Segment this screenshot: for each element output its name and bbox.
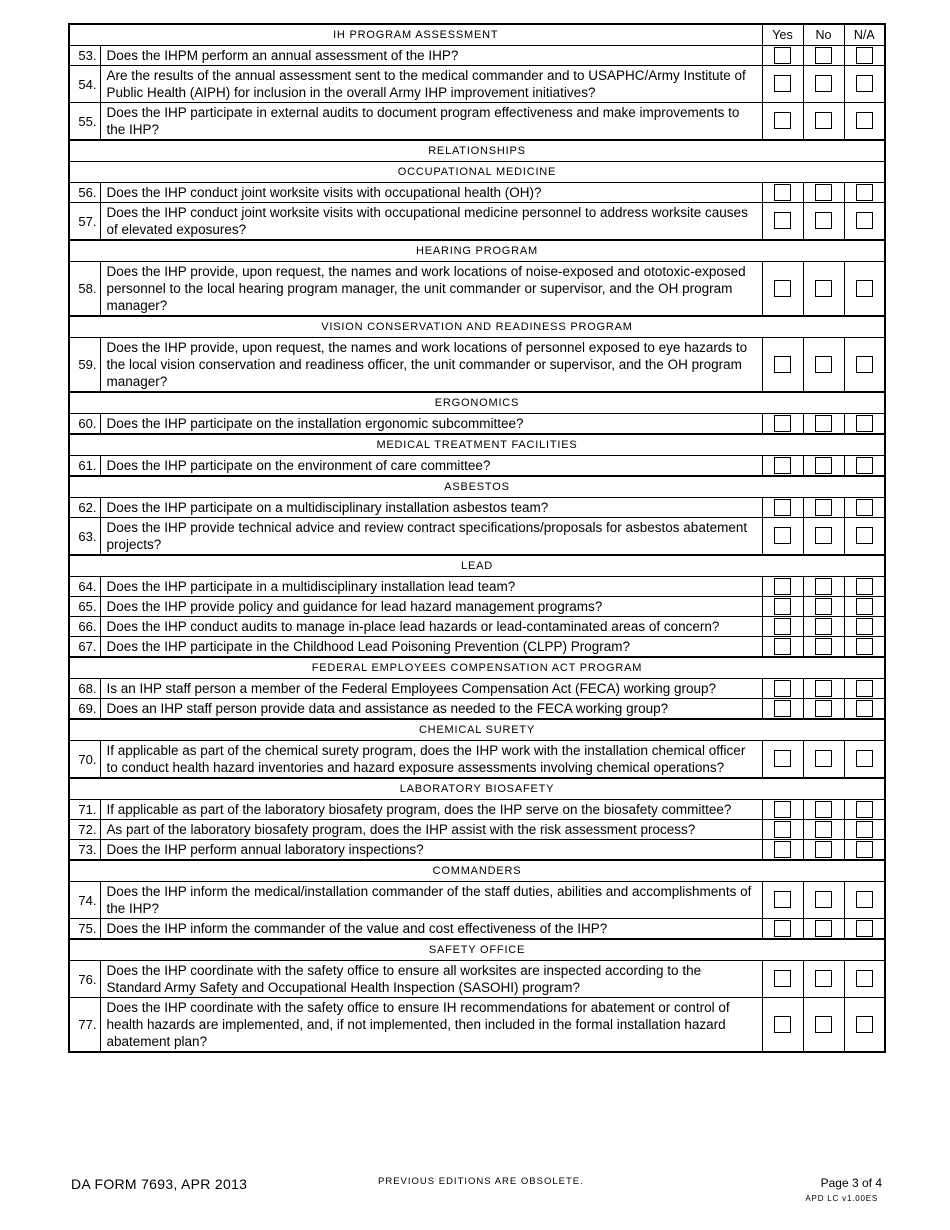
na-cell bbox=[844, 456, 885, 477]
section-header-row bbox=[69, 778, 885, 800]
question-row bbox=[69, 66, 885, 103]
no-checkbox[interactable] bbox=[815, 750, 832, 767]
na-checkbox[interactable] bbox=[856, 47, 873, 64]
question-row bbox=[69, 617, 885, 637]
no-cell bbox=[803, 414, 844, 435]
no-checkbox[interactable] bbox=[815, 47, 832, 64]
yes-cell bbox=[762, 961, 803, 998]
question-text: Does the IHP provide technical advice and review contract specifications/proposals for asbestos abatement projects? bbox=[100, 518, 762, 556]
no-checkbox[interactable] bbox=[815, 920, 832, 937]
yes-cell bbox=[762, 498, 803, 518]
yes-checkbox[interactable] bbox=[774, 598, 791, 615]
question-row bbox=[69, 262, 885, 317]
question-number: 60. bbox=[69, 414, 100, 435]
yes-checkbox[interactable] bbox=[774, 212, 791, 229]
question-text: Does the IHP perform annual laboratory inspections? bbox=[100, 840, 762, 861]
question-text: Does the IHP conduct joint worksite visits with occupational medicine personnel to address worksite causes of elevated exposures? bbox=[100, 203, 762, 241]
yes-checkbox[interactable] bbox=[774, 801, 791, 818]
na-cell bbox=[844, 103, 885, 141]
no-cell bbox=[803, 66, 844, 103]
no-cell bbox=[803, 820, 844, 840]
question-text: Does the IHP coordinate with the safety office to ensure all worksites are inspected according to the Standard Army Safety and Occupational Health Inspection (SASOHI) program? bbox=[100, 961, 762, 998]
question-row bbox=[69, 103, 885, 141]
question-row bbox=[69, 820, 885, 840]
na-checkbox[interactable] bbox=[856, 415, 873, 432]
yes-cell bbox=[762, 840, 803, 861]
question-text: Does an IHP staff person provide data and assistance as needed to the FECA working group? bbox=[100, 699, 762, 720]
no-checkbox[interactable] bbox=[815, 457, 832, 474]
section-title-commanders: COMMANDERS bbox=[69, 860, 885, 882]
question-number: 76. bbox=[69, 961, 100, 998]
yes-cell bbox=[762, 617, 803, 637]
section-title-safety-office: SAFETY OFFICE bbox=[69, 939, 885, 961]
yes-checkbox[interactable] bbox=[774, 75, 791, 92]
question-number: 77. bbox=[69, 998, 100, 1053]
question-number: 72. bbox=[69, 820, 100, 840]
section-header-row bbox=[69, 476, 885, 498]
yes-cell bbox=[762, 800, 803, 820]
no-checkbox[interactable] bbox=[815, 841, 832, 858]
section-title-vision-conservation-and-readiness-program: VISION CONSERVATION AND READINESS PROGRAM bbox=[69, 316, 885, 338]
section-header-row bbox=[69, 240, 885, 262]
na-checkbox[interactable] bbox=[856, 527, 873, 544]
no-checkbox[interactable] bbox=[815, 356, 832, 373]
na-cell bbox=[844, 262, 885, 317]
question-row bbox=[69, 46, 885, 66]
question-number: 73. bbox=[69, 840, 100, 861]
na-checkbox[interactable] bbox=[856, 499, 873, 516]
question-text: If applicable as part of the chemical surety program, does the IHP work with the installation chemical officer to conduct health hazard inventories and hazard exposure assessments involving chemical operations? bbox=[100, 741, 762, 779]
yes-cell bbox=[762, 679, 803, 699]
no-checkbox[interactable] bbox=[815, 280, 832, 297]
question-text: As part of the laboratory biosafety program, does the IHP assist with the risk assessment process? bbox=[100, 820, 762, 840]
question-text: Does the IHP inform the medical/installation commander of the staff duties, abilities and accomplishments of the IHP? bbox=[100, 882, 762, 919]
column-header-no: No bbox=[803, 24, 844, 46]
section-title-asbestos: ASBESTOS bbox=[69, 476, 885, 498]
question-number: 64. bbox=[69, 577, 100, 597]
yes-cell bbox=[762, 203, 803, 241]
yes-checkbox[interactable] bbox=[774, 618, 791, 635]
section-title-medical-treatment-facilities: MEDICAL TREATMENT FACILITIES bbox=[69, 434, 885, 456]
no-checkbox[interactable] bbox=[815, 1016, 832, 1033]
na-checkbox[interactable] bbox=[856, 75, 873, 92]
na-checkbox[interactable] bbox=[856, 184, 873, 201]
section-header-row bbox=[69, 434, 885, 456]
question-number: 61. bbox=[69, 456, 100, 477]
na-checkbox[interactable] bbox=[856, 212, 873, 229]
yes-cell bbox=[762, 882, 803, 919]
section-title-ergonomics: ERGONOMICS bbox=[69, 392, 885, 414]
section-title-ih-program-assessment: IH PROGRAM ASSESSMENT bbox=[69, 24, 762, 46]
no-cell bbox=[803, 203, 844, 241]
question-number: 56. bbox=[69, 183, 100, 203]
question-text: Does the IHP participate on the environment of care committee? bbox=[100, 456, 762, 477]
section-header-row bbox=[69, 860, 885, 882]
section-title-relationships: RELATIONSHIPS bbox=[69, 140, 885, 162]
yes-checkbox[interactable] bbox=[774, 112, 791, 129]
no-checkbox[interactable] bbox=[815, 680, 832, 697]
na-checkbox[interactable] bbox=[856, 112, 873, 129]
na-cell bbox=[844, 961, 885, 998]
question-row bbox=[69, 882, 885, 919]
no-checkbox[interactable] bbox=[815, 212, 832, 229]
no-cell bbox=[803, 262, 844, 317]
no-cell bbox=[803, 338, 844, 393]
form-footer bbox=[68, 1174, 886, 1214]
question-number: 53. bbox=[69, 46, 100, 66]
question-number: 75. bbox=[69, 919, 100, 940]
na-checkbox[interactable] bbox=[856, 841, 873, 858]
section-title-laboratory-biosafety: LABORATORY BIOSAFETY bbox=[69, 778, 885, 800]
na-cell bbox=[844, 882, 885, 919]
yes-cell bbox=[762, 456, 803, 477]
question-row bbox=[69, 338, 885, 393]
no-checkbox[interactable] bbox=[815, 891, 832, 908]
no-checkbox[interactable] bbox=[815, 801, 832, 818]
na-checkbox[interactable] bbox=[856, 801, 873, 818]
no-checkbox[interactable] bbox=[815, 415, 832, 432]
no-checkbox[interactable] bbox=[815, 821, 832, 838]
no-checkbox[interactable] bbox=[815, 700, 832, 717]
na-cell bbox=[844, 577, 885, 597]
section-header-row bbox=[69, 392, 885, 414]
na-cell bbox=[844, 699, 885, 720]
no-checkbox[interactable] bbox=[815, 184, 832, 201]
yes-checkbox[interactable] bbox=[774, 184, 791, 201]
column-header-yes: Yes bbox=[762, 24, 803, 46]
no-cell bbox=[803, 456, 844, 477]
no-checkbox[interactable] bbox=[815, 527, 832, 544]
yes-checkbox[interactable] bbox=[774, 680, 791, 697]
no-checkbox[interactable] bbox=[815, 638, 832, 655]
na-cell bbox=[844, 820, 885, 840]
yes-cell bbox=[762, 46, 803, 66]
question-row bbox=[69, 597, 885, 617]
na-checkbox[interactable] bbox=[856, 457, 873, 474]
question-number: 65. bbox=[69, 597, 100, 617]
section-header-row bbox=[69, 657, 885, 679]
no-checkbox[interactable] bbox=[815, 75, 832, 92]
no-checkbox[interactable] bbox=[815, 112, 832, 129]
yes-cell bbox=[762, 414, 803, 435]
question-row bbox=[69, 998, 885, 1053]
no-cell bbox=[803, 498, 844, 518]
na-checkbox[interactable] bbox=[856, 821, 873, 838]
na-checkbox[interactable] bbox=[856, 598, 873, 615]
na-checkbox[interactable] bbox=[856, 578, 873, 595]
question-text: Does the IHP participate in the Childhood Lead Poisoning Prevention (CLPP) Program? bbox=[100, 637, 762, 658]
question-number: 68. bbox=[69, 679, 100, 699]
question-row bbox=[69, 637, 885, 658]
question-text: Does the IHP inform the commander of the value and cost effectiveness of the IHP? bbox=[100, 919, 762, 940]
no-cell bbox=[803, 183, 844, 203]
question-text: Does the IHP participate in external audits to document program effectiveness and make improvements to the IHP? bbox=[100, 103, 762, 141]
yes-checkbox[interactable] bbox=[774, 638, 791, 655]
yes-checkbox[interactable] bbox=[774, 280, 791, 297]
yes-checkbox[interactable] bbox=[774, 415, 791, 432]
question-row bbox=[69, 577, 885, 597]
yes-checkbox[interactable] bbox=[774, 841, 791, 858]
question-number: 57. bbox=[69, 203, 100, 241]
no-cell bbox=[803, 679, 844, 699]
question-text: Does the IHP conduct joint worksite visits with occupational health (OH)? bbox=[100, 183, 762, 203]
question-row bbox=[69, 498, 885, 518]
yes-checkbox[interactable] bbox=[774, 891, 791, 908]
yes-checkbox[interactable] bbox=[774, 970, 791, 987]
yes-checkbox[interactable] bbox=[774, 356, 791, 373]
no-cell bbox=[803, 699, 844, 720]
question-row bbox=[69, 518, 885, 556]
section-header-row bbox=[69, 162, 885, 183]
section-header-row bbox=[69, 719, 885, 741]
na-checkbox[interactable] bbox=[856, 920, 873, 937]
question-number: 69. bbox=[69, 699, 100, 720]
question-number: 62. bbox=[69, 498, 100, 518]
section-header-row bbox=[69, 316, 885, 338]
na-checkbox[interactable] bbox=[856, 891, 873, 908]
question-number: 58. bbox=[69, 262, 100, 317]
question-number: 55. bbox=[69, 103, 100, 141]
na-cell bbox=[844, 617, 885, 637]
yes-checkbox[interactable] bbox=[774, 578, 791, 595]
no-cell bbox=[803, 46, 844, 66]
yes-checkbox[interactable] bbox=[774, 47, 791, 64]
yes-checkbox[interactable] bbox=[774, 499, 791, 516]
question-row bbox=[69, 961, 885, 998]
no-checkbox[interactable] bbox=[815, 598, 832, 615]
column-header-na: N/A bbox=[844, 24, 885, 46]
yes-cell bbox=[762, 998, 803, 1053]
yes-checkbox[interactable] bbox=[774, 1016, 791, 1033]
na-cell bbox=[844, 679, 885, 699]
yes-cell bbox=[762, 103, 803, 141]
yes-cell bbox=[762, 338, 803, 393]
na-cell bbox=[844, 998, 885, 1053]
question-text: Does the IHP participate in a multidisciplinary installation lead team? bbox=[100, 577, 762, 597]
yes-checkbox[interactable] bbox=[774, 527, 791, 544]
yes-cell bbox=[762, 66, 803, 103]
assessment-checklist-table bbox=[68, 23, 886, 1053]
section-title-chemical-surety: CHEMICAL SURETY bbox=[69, 719, 885, 741]
version-label: APD LC v1.00ES bbox=[805, 1194, 878, 1203]
no-checkbox[interactable] bbox=[815, 618, 832, 635]
page-number: Page 3 of 4 bbox=[820, 1176, 882, 1190]
yes-checkbox[interactable] bbox=[774, 457, 791, 474]
no-cell bbox=[803, 103, 844, 141]
na-checkbox[interactable] bbox=[856, 280, 873, 297]
yes-cell bbox=[762, 820, 803, 840]
yes-checkbox[interactable] bbox=[774, 920, 791, 937]
no-cell bbox=[803, 961, 844, 998]
question-text: Does the IHP provide, upon request, the names and work locations of personnel exposed to eye hazards to the local vision conservation and readiness officer, the unit commander or supervisor, and the OH program manager? bbox=[100, 338, 762, 393]
na-checkbox[interactable] bbox=[856, 680, 873, 697]
question-text: Are the results of the annual assessment sent to the medical commander and to USAPHC/Army Institute of Public Health (AIPH) for inclusion in the overall Army IHP improvement initiatives? bbox=[100, 66, 762, 103]
question-number: 59. bbox=[69, 338, 100, 393]
question-text: Does the IHP coordinate with the safety office to ensure IH recommendations for abatement or control of health hazards are implemented, and, if not implemented, then included in the formal installation hazard abatement plan? bbox=[100, 998, 762, 1053]
question-number: 66. bbox=[69, 617, 100, 637]
section-title-occupational-medicine: OCCUPATIONAL MEDICINE bbox=[69, 162, 885, 183]
na-cell bbox=[844, 203, 885, 241]
na-checkbox[interactable] bbox=[856, 618, 873, 635]
section-title-federal-employees-compensation-act-program: FEDERAL EMPLOYEES COMPENSATION ACT PROGRAM bbox=[69, 657, 885, 679]
no-cell bbox=[803, 518, 844, 556]
na-checkbox[interactable] bbox=[856, 700, 873, 717]
na-cell bbox=[844, 46, 885, 66]
na-cell bbox=[844, 800, 885, 820]
yes-cell bbox=[762, 637, 803, 658]
na-checkbox[interactable] bbox=[856, 356, 873, 373]
question-text: Does the IHP participate on a multidisciplinary installation asbestos team? bbox=[100, 498, 762, 518]
no-cell bbox=[803, 637, 844, 658]
na-cell bbox=[844, 498, 885, 518]
no-cell bbox=[803, 741, 844, 779]
yes-cell bbox=[762, 919, 803, 940]
na-cell bbox=[844, 183, 885, 203]
na-checkbox[interactable] bbox=[856, 1016, 873, 1033]
na-checkbox[interactable] bbox=[856, 638, 873, 655]
na-checkbox[interactable] bbox=[856, 750, 873, 767]
yes-checkbox[interactable] bbox=[774, 750, 791, 767]
question-row bbox=[69, 456, 885, 477]
question-number: 71. bbox=[69, 800, 100, 820]
question-number: 74. bbox=[69, 882, 100, 919]
na-cell bbox=[844, 637, 885, 658]
question-row bbox=[69, 741, 885, 779]
question-text: Does the IHP provide policy and guidance for lead hazard management programs? bbox=[100, 597, 762, 617]
section-header-row bbox=[69, 140, 885, 162]
form-identifier: DA FORM 7693, APR 2013 bbox=[71, 1176, 248, 1192]
no-cell bbox=[803, 617, 844, 637]
question-number: 54. bbox=[69, 66, 100, 103]
question-text: Does the IHP provide, upon request, the names and work locations of noise-exposed and ototoxic-exposed personnel to the local hearing program manager, the unit commander or supervisor, and the OH program manager? bbox=[100, 262, 762, 317]
no-cell bbox=[803, 577, 844, 597]
yes-cell bbox=[762, 699, 803, 720]
section-title-hearing-program: HEARING PROGRAM bbox=[69, 240, 885, 262]
na-checkbox[interactable] bbox=[856, 970, 873, 987]
section-header-row bbox=[69, 24, 885, 46]
yes-cell bbox=[762, 518, 803, 556]
section-header-row bbox=[69, 939, 885, 961]
question-number: 70. bbox=[69, 741, 100, 779]
section-header-row bbox=[69, 555, 885, 577]
question-row bbox=[69, 840, 885, 861]
obsolete-notice: PREVIOUS EDITIONS ARE OBSOLETE. bbox=[378, 1176, 584, 1187]
question-row bbox=[69, 800, 885, 820]
na-cell bbox=[844, 741, 885, 779]
question-text: Does the IHPM perform an annual assessment of the IHP? bbox=[100, 46, 762, 66]
question-number: 63. bbox=[69, 518, 100, 556]
question-text: If applicable as part of the laboratory biosafety program, does the IHP serve on the biosafety committee? bbox=[100, 800, 762, 820]
question-number: 67. bbox=[69, 637, 100, 658]
question-row bbox=[69, 414, 885, 435]
question-row bbox=[69, 699, 885, 720]
yes-checkbox[interactable] bbox=[774, 821, 791, 838]
no-checkbox[interactable] bbox=[815, 970, 832, 987]
no-cell bbox=[803, 840, 844, 861]
question-row bbox=[69, 203, 885, 241]
yes-cell bbox=[762, 183, 803, 203]
question-row bbox=[69, 919, 885, 940]
na-cell bbox=[844, 919, 885, 940]
no-checkbox[interactable] bbox=[815, 499, 832, 516]
na-cell bbox=[844, 597, 885, 617]
yes-cell bbox=[762, 597, 803, 617]
na-cell bbox=[844, 66, 885, 103]
question-row bbox=[69, 183, 885, 203]
na-cell bbox=[844, 840, 885, 861]
question-text: Does the IHP participate on the installation ergonomic subcommittee? bbox=[100, 414, 762, 435]
no-cell bbox=[803, 919, 844, 940]
question-text: Is an IHP staff person a member of the Federal Employees Compensation Act (FECA) working group? bbox=[100, 679, 762, 699]
no-cell bbox=[803, 597, 844, 617]
no-cell bbox=[803, 800, 844, 820]
no-checkbox[interactable] bbox=[815, 578, 832, 595]
question-row bbox=[69, 679, 885, 699]
yes-cell bbox=[762, 577, 803, 597]
yes-checkbox[interactable] bbox=[774, 700, 791, 717]
yes-cell bbox=[762, 262, 803, 317]
na-cell bbox=[844, 518, 885, 556]
section-title-lead: LEAD bbox=[69, 555, 885, 577]
na-cell bbox=[844, 414, 885, 435]
no-cell bbox=[803, 998, 844, 1053]
no-cell bbox=[803, 882, 844, 919]
na-cell bbox=[844, 338, 885, 393]
yes-cell bbox=[762, 741, 803, 779]
question-text: Does the IHP conduct audits to manage in-place lead hazards or lead-contaminated areas of concern? bbox=[100, 617, 762, 637]
